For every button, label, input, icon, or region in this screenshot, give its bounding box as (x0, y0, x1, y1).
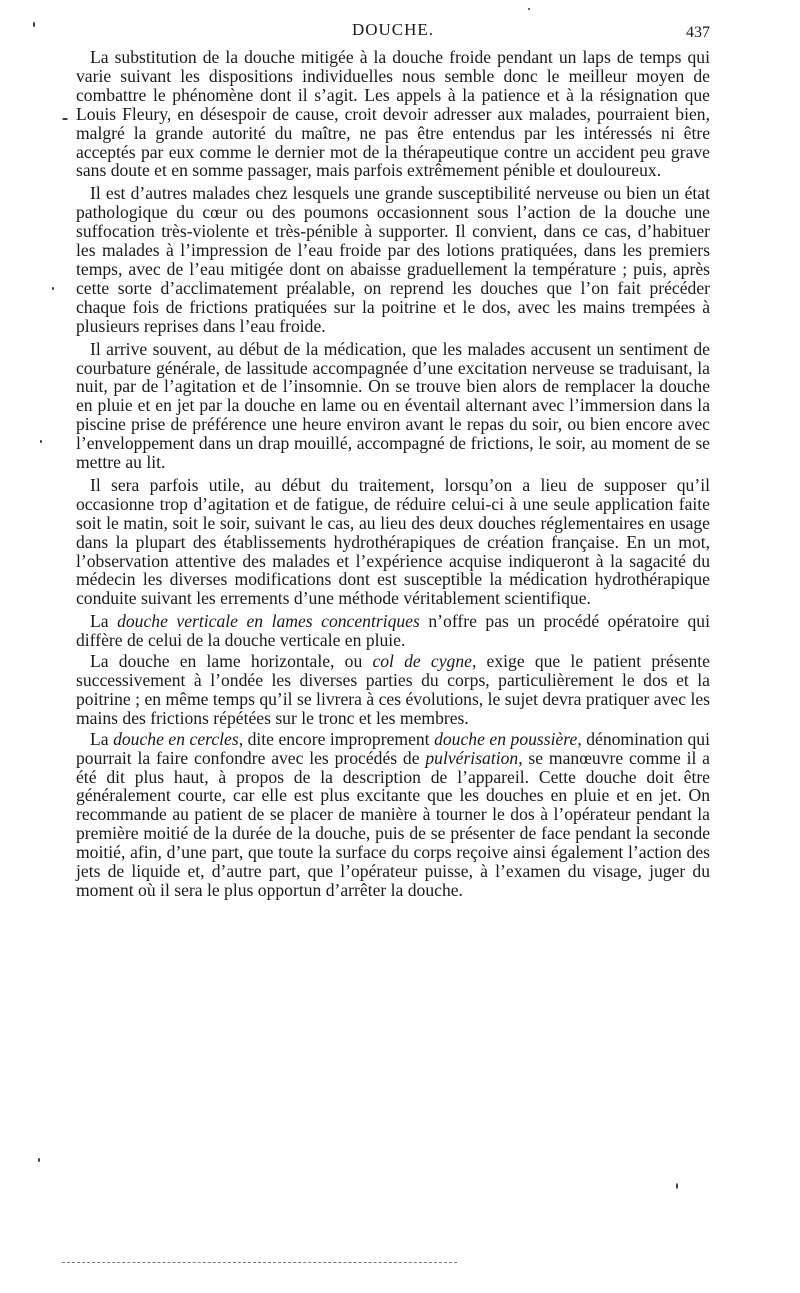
text-run: La substitution de la douche mitigée à la douche froide pendant un laps de temps qui varie suivant les dispositions individuelles nous semble donc le meilleur moyen de combattre le phénomène dont il s’agit. Les appels à la patience et à la résignation que Louis Fleury, en désespoir de cause, croit devoir adresser aux malades, pourraient bien, malgré la grande autorité du maître, ne pas être entendus par les intéressés ni être acceptés par eux comme le dernier mot de la thérapeutique contre un accident peu grave sans doute et en somme passager, mais parfois extrêmement pénible et douloureux. (76, 47, 710, 181)
paragraph (76, 730, 710, 900)
print-speck (33, 22, 35, 27)
text-run: La (90, 728, 114, 749)
italic-term: douche en poussière (434, 728, 578, 749)
text-run: La (90, 611, 118, 632)
paragraph (76, 652, 710, 728)
paragraph (76, 48, 710, 180)
print-speck (38, 1158, 40, 1162)
text-run: , dite encore improprement (238, 728, 435, 749)
text-run: , dénomination qui pourrait la faire confondre avec les procédés de (76, 728, 710, 768)
italic-term: douche en cercles (113, 728, 239, 749)
print-speck (62, 118, 68, 120)
text-run: Il est d’autres malades chez lesquels une grande susceptibilité nerveuse ou bien un état pathologique du cœur ou des poumons occasionnent sous l’action de la douche une suffocation très-violente et très-pénible à supporter. Il convient, dans ce cas, d’habituer les malades à l’impression de l’eau froide par des lotions pratiquées, dans les premiers temps, avec de l’eau mitigée dont on abaisse graduellement la température ; puis, après cette sorte d’acclimatement préalable, on reprend les douches que l’on fait précéder chaque fois de frictions pratiquées sur la poitrine et le dos, avec les mains trempées à plusieurs reprises dans l’eau froide. (76, 183, 710, 336)
print-speck (528, 8, 530, 10)
body-text (76, 48, 710, 902)
italic-term: douche verticale en lames concentriques (117, 611, 420, 632)
page-header (76, 20, 710, 46)
italic-term: pulvérisation (425, 747, 519, 768)
paragraph (76, 340, 710, 472)
footer-dotted-rule (62, 1262, 457, 1263)
text-run: , se manœuvre comme il a été dit plus haut, à propos de la description de l’appareil. Cette douche doit être généralement courte, car elle est plus excitante que les douches en pluie et en jet. On recommande au patient de se placer de manière à tourner le dos à l’opérateur pendant la première moitié de la durée de la douche, puis de se présenter de face pendant la seconde moitié, afin, d’une part, que toute la surface du corps reçoive ainsi également l’action des jets de liquide et, d’autre part, que l’opérateur puisse, à l’examen du visage, juger du moment où il sera le plus opportun d’arrêter la douche. (76, 747, 710, 900)
print-speck (52, 287, 54, 290)
text-run: n’offre pas un procédé opératoire qui diffère de celui de la douche verticale en pluie. (76, 611, 710, 651)
print-speck (676, 1183, 678, 1189)
text-run: La douche en lame horizontale, ou (90, 651, 373, 672)
text-run: Il arrive souvent, au début de la médication, que les malades accusent un sentiment de courbature générale, de lassitude accompagnée d’une excitation nerveuse se traduisant, la nuit, par de l’agitation et de l’insomnie. On se trouve bien alors de remplacer la douche en pluie et en jet par la douche en lame ou en éventail alternant avec l’immersion dans la piscine prise de préférence une heure environ avant le repas du soir, ou bien encore avec l’enveloppement dans un drap mouillé, accompagné de frictions, le soir, au moment de se mettre au lit. (76, 338, 710, 473)
running-title: DOUCHE. (351, 20, 435, 39)
text-run: , exige que le patient présente successivement à l’ondée les diverses parties du corps, particulièrement le dos et la poitrine ; en même temps qu’il se livrera à ces évolutions, le sujet devra pratiquer avec les mains des frictions répétées sur le tronc et les membres. (76, 651, 710, 728)
print-speck (40, 440, 42, 443)
italic-term: col de cygne (372, 651, 472, 672)
text-run: Il sera parfois utile, au début du traitement, lorsqu’on a lieu de supposer qu’il occasionne trop d’agitation et de fatigue, de réduire celui-ci à une seule application faite soit le matin, soit le soir, suivant le cas, au lieu des deux douches réglementaires en usage dans la plupart des établissements hydrothérapiques de création française. En un mot, l’observation attentive des malades et l’expérience acquise indiqueront à la sagacité du médecin les diverses modifications dont est susceptible la médication hydrothérapique conduite suivant les errements d’une méthode véritablement scientifique. (76, 474, 710, 609)
paragraph (76, 184, 710, 335)
paragraph (76, 476, 710, 608)
page-number: 437 (686, 24, 710, 41)
paragraph (76, 612, 710, 650)
